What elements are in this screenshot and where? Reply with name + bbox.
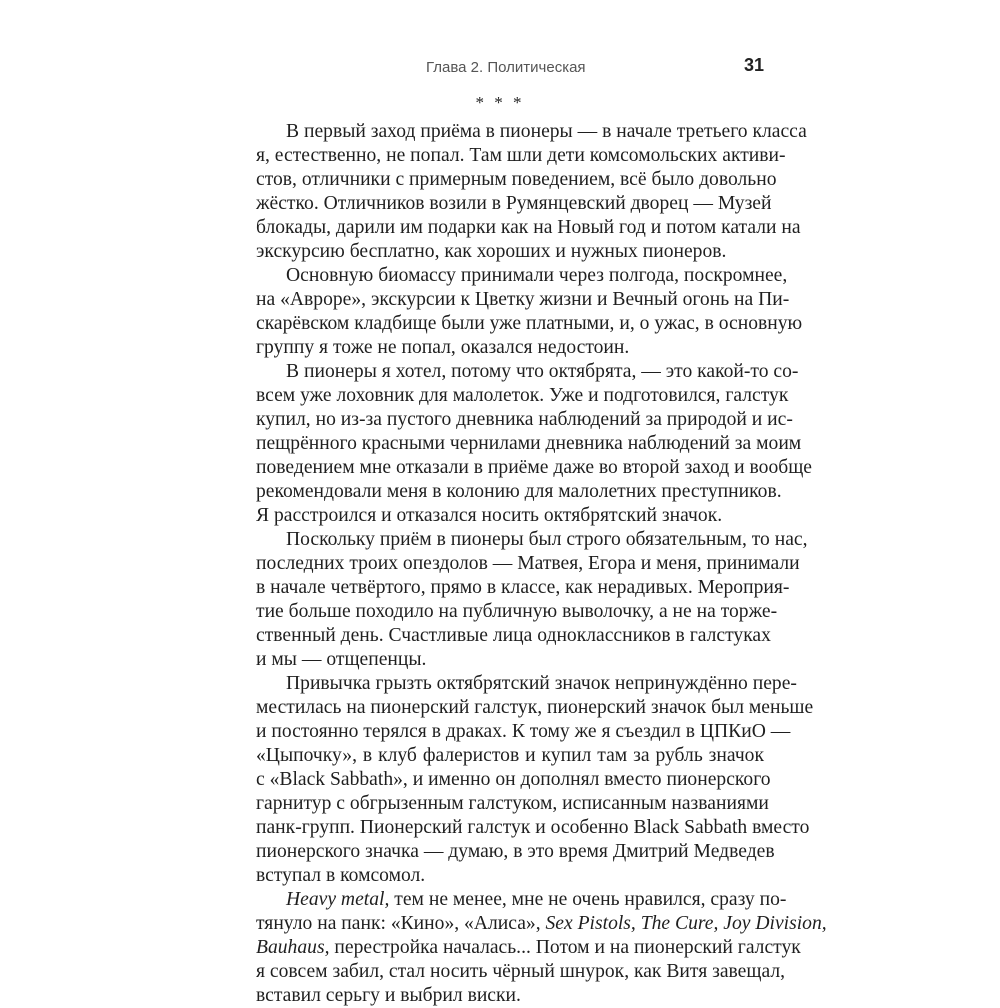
text-line: ственный день. Счастливые лица одноклассников в галстуках xyxy=(256,625,771,646)
text-line: Основную биомассу принимали через полгода, поскромнее, xyxy=(286,265,788,286)
paragraph xyxy=(256,264,803,360)
text-line: скарёвском кладбище были уже платными, и, о ужас, в основную xyxy=(256,313,803,334)
text-line: с «Black Sabbath», и именно он дополнял вместо пионерского xyxy=(256,769,771,790)
text-line: Привычка грызть октябрятский значок непринуждённо пере- xyxy=(286,673,797,694)
text-line: группу я тоже не попал, оказался недостоин. xyxy=(256,337,630,358)
text-line: Я расстроился и отказался носить октябрятский значок. xyxy=(256,505,723,526)
text-line xyxy=(256,888,787,912)
text-line: стов, отличники с примерным поведением, всё было довольно xyxy=(256,169,777,190)
running-head xyxy=(426,55,764,85)
text-line: жёстко. Отличников возили в Румянцевский дворец — Музей xyxy=(256,193,772,214)
text-line: и мы — отщепенцы. xyxy=(256,649,427,670)
page-number: 31 xyxy=(743,55,764,75)
text-line: В пионеры я хотел, потому что октябрята, — это какой-то со- xyxy=(286,361,799,382)
text-line: купил, но из-за пустого дневника наблюдений за природой и ис- xyxy=(256,409,793,430)
text-line: В первый заход приёма в пионеры — в начале третьего класса xyxy=(286,121,807,142)
text-line: на «Авроре», экскурсии к Цветку жизни и Вечный огонь на Пи- xyxy=(256,289,790,310)
paragraph xyxy=(256,888,827,1008)
text-line: панк-групп. Пионерский галстук и особенно Black Sabbath вместо xyxy=(256,817,810,838)
text-line: экскурсию бесплатно, как хороших и нужных пионеров. xyxy=(256,241,727,262)
paragraph xyxy=(256,120,807,264)
paragraph xyxy=(256,360,813,528)
text-line: вставил серьгу и выбрил виски. xyxy=(256,985,521,1006)
text-line: тие больше походило на публичную выволочку, а не на торже- xyxy=(256,601,778,622)
text-line: и постоянно терялся в драках. К тому же я съездил в ЦПКиО — xyxy=(256,721,791,742)
text-line: местилась на пионерский галстук, пионерский значок был меньше xyxy=(256,697,814,718)
text-line: поведением мне отказали в приёме даже во второй заход и вообще xyxy=(256,457,813,478)
plain-text: перестройка началась... Потом и на пионерский галстук xyxy=(329,937,801,958)
italic-text: Sex Pistols, The Cure, Joy Division, xyxy=(545,913,827,934)
text-line: пионерского значка — думаю, в это время Дмитрий Медведев xyxy=(256,841,775,862)
text-line: всем уже лоховник для малолеток. Уже и подготовился, галстук xyxy=(256,385,789,406)
text-line: последних троих опездолов — Матвея, Егора и меня, принимали xyxy=(256,553,800,574)
chapter-title: Глава 2. Политическая xyxy=(426,59,586,76)
text-line: рекомендовали меня в колонию для малолетних преступников. xyxy=(256,481,782,502)
text-line: блокады, дарили им подарки как на Новый год и потом катали на xyxy=(256,217,801,238)
body-text xyxy=(256,120,827,1008)
text-line: в начале четвёртого, прямо в классе, как нерадивых. Мероприя- xyxy=(256,577,790,598)
plain-text: тянуло на панк: «Кино», «Алиса», xyxy=(256,913,546,934)
paragraph xyxy=(256,672,814,888)
section-separator: * * * xyxy=(475,93,525,112)
text-line: пещрённого красными чернилами дневника наблюдений за моим xyxy=(256,433,802,454)
text-line xyxy=(256,912,827,936)
text-line: гарнитур с обгрызенным галстуком, исписанным названиями xyxy=(256,793,769,814)
paragraph xyxy=(256,528,808,672)
text-line: Поскольку приём в пионеры был строго обязательным, то нас, xyxy=(286,529,808,550)
text-line xyxy=(256,936,801,960)
plain-text: тем не менее, мне не очень нравился, сразу по- xyxy=(389,889,787,910)
italic-text: Heavy metal, xyxy=(286,889,390,910)
text-line: вступал в комсомол. xyxy=(256,865,426,886)
italic-text: Bauhaus, xyxy=(256,937,330,958)
text-line: «Цыпочку», в клуб фалеристов и купил там за рубль значок xyxy=(256,745,764,766)
text-line: я, естественно, не попал. Там шли дети комсомольских активи- xyxy=(256,145,786,166)
text-line: я совсем забил, стал носить чёрный шнурок, как Витя завещал, xyxy=(256,961,786,982)
